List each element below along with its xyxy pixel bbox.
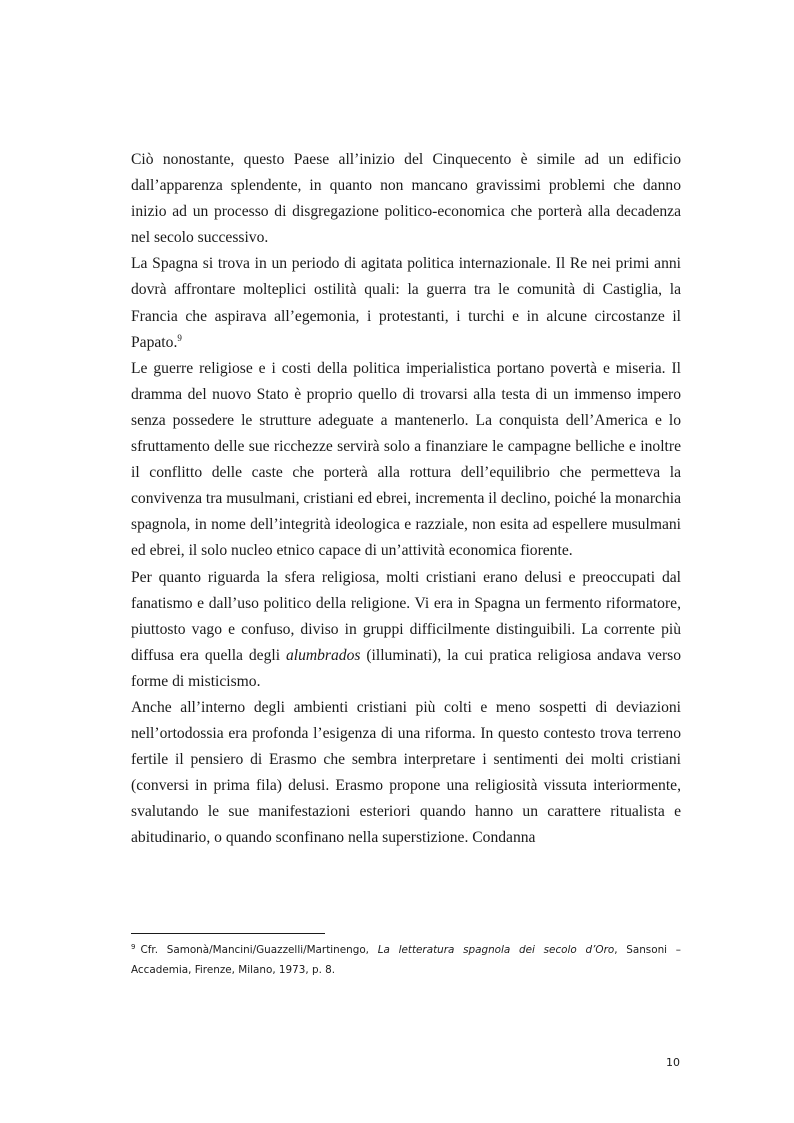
page-body	[131, 147, 681, 852]
footnote-divider	[131, 933, 325, 934]
italic-term: alumbrados	[285, 646, 361, 664]
paragraph-3	[131, 356, 681, 565]
paragraph-4	[131, 565, 681, 695]
footnote	[131, 940, 681, 980]
footnote-prefix: Cfr. Samonà/Mancini/Guazzelli/Martinengo,	[140, 944, 378, 956]
paragraph-text-continued: (illuminati), la cui pratica religiosa andava verso forme di misticismo.	[131, 646, 682, 690]
paragraph-text: Anche all’interno degli ambienti cristiani più colti e meno sospetti di deviazioni nell’ortodossia era profonda l’esigenza di una riforma. In questo contesto trova terreno fertile il pensiero di Erasmo che sembra interpretare i sentimenti dei molti cristiani (conversi in prima fila) delusi. Erasmo propone una religiosità vissuta interiormente, svalutando le sue manifestazioni esteriori quando hanno un carattere ritualista e abitudinario, o quando sconfinano nella superstizione. Condanna	[131, 698, 681, 847]
paragraph-5	[131, 695, 681, 852]
paragraph-text: Ciò nonostante, questo Paese all’inizio del Cinquecento è simile ad un edificio dall’apparenza splendente, in quanto non mancano gravissimi problemi che danno inizio ad un processo di disgregazione politico-economica che porterà alla decadenza nel secolo successivo.	[131, 151, 681, 247]
page-number: 10	[666, 1056, 680, 1069]
paragraph-text: Per quanto riguarda la sfera religiosa, molti cristiani erano delusi e preoccupati dal fanatismo e dall’uso politico della religione. Vi era in Spagna un fermento riformatore, piuttosto vago e confuso, diviso in gruppi difficilmente distinguibili. La corrente più diffusa era quella degli	[131, 568, 681, 664]
paragraph-1	[131, 147, 681, 251]
paragraph-text: La Spagna si trova in un periodo di agitata politica internazionale. Il Re nei primi anni dovrà affrontare molteplici ostilità quali: la guerra tra le comunità di Castiglia, la Francia che aspirava all’egemonia, i protestanti, i turchi e in alcune circostanze il Papato.	[131, 255, 681, 351]
footnote-suffix: , Sansoni – Accademia, Firenze, Milano, 1973, p. 8.	[131, 944, 681, 976]
paragraph-text: Le guerre religiose e i costi della politica imperialistica portano povertà e miseria. Il dramma del nuovo Stato è proprio quello di trovarsi alla testa di un immenso impero senza possedere le strutture adeguate a mantenerlo. La conquista dell’America e lo sfruttamento delle sue ricchezze servirà solo a finanziare le campagne belliche e inoltre il conflitto delle caste che porterà alla rottura dell’equilibrio che permetteva la convivenza tra musulmani, cristiani ed ebrei, incrementa il declino, poiché la monarchia spagnola, in nome dell’integrità ideologica e razziale, non esita ad espellere musulmani ed ebrei, il solo nucleo etnico capace di un’attività economica fiorente.	[131, 359, 681, 560]
paragraph-2	[131, 251, 681, 355]
footnote-reference[interactable]: 9	[177, 332, 182, 343]
footnote-book-title: La letteratura spagnola dei secolo d’Oro	[377, 944, 615, 956]
footnote-number: 9	[131, 942, 136, 951]
